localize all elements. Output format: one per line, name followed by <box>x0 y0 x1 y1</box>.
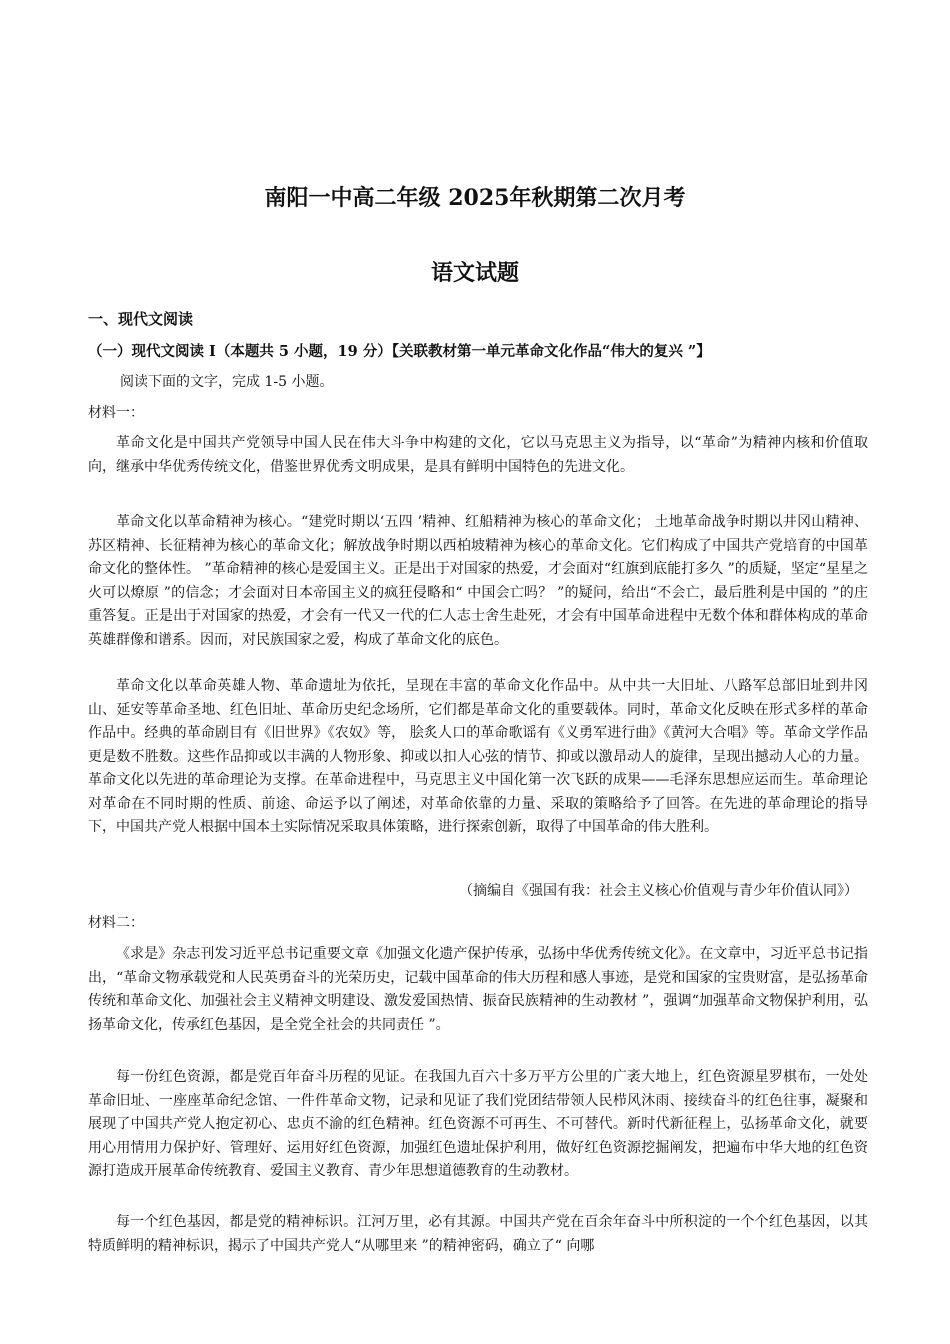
material1-paragraph-1: 革命文化是中国共产党领导中国人民在伟大斗争中构建的文化，它以马克思主义为指导，以“革命”为精神内核和价值取向，继承中华优秀传统文化，借鉴世界优秀文明成果，是具有鲜明中国特色的先进文化。 <box>88 435 868 475</box>
exam-title: 南阳一中高二年级 2025年秋期第二次月考 <box>264 185 686 211</box>
material1-source: （摘编自《强国有我：社会主义核心价值观与青少年价值认同》） <box>459 883 858 899</box>
material1-paragraph-3: 革命文化以革命英雄人物、革命遗址为依托，呈现在丰富的革命文化作品中。从中共一大旧址、八路军总部旧址到井冈山、延安等革命圣地、红色旧址、革命历史纪念场所，它们都是革命文化的重要载体。同时，革命文化反映在形式多样的革命作品中。经典的革命剧目有《旧世界》《农奴》等， 脍炙人口的革命歌谣有《义勇军进行曲》《黄河大合唱》等。革命文学作品更是数不胜数。这些作品抑或以丰满的人物形象、抑或以扣人心弦的情节、抑或以激昂动人的旋律，呈现出撼动人心的力量。革命文化以先进的革命理论为支撑。在革命进程中，马克思主义中国化第一次飞跃的成果——毛泽东思想应运而生。革命理论对革命在不同时期的性质、前途、命运予以了阐述，对革命依靠的力量、采取的策略给予了回答。在先进的革命理论的指导下，中国共产党人根据中国本土实际情况采取具体策略，进行探索创新，取得了中国革命的伟大胜利。 <box>88 678 868 835</box>
material2-paragraph-1: 《求是》杂志刊发习近平总书记重要文章《加强文化遗产保护传承，弘扬中华优秀传统文化》。在文章中，习近平总书记指出，“革命文物承载党和人民英勇奋斗的光荣历史，记载中国革命的伟大历程和感人事迹，是党和国家的宝贵财富，是弘扬革命传统和革命文化、加强社会主义精神文明建设、激发爱国热情、振奋民族精神的生动教材 ”，强调“加强革命文物保护利用，弘扬革命文化，传承红色基因，是全党全社会的共同责任 ”。 <box>88 946 868 1033</box>
section-subheading: （一）现代文阅读 I（本题共 5 小题，19 分）【关联教材第一单元革命文化作品“伟大的复兴 ”】 <box>88 343 711 360</box>
material2-label: 材料二： <box>88 915 144 931</box>
material2-paragraph-2: 每一份红色资源，都是党百年奋斗历程的见证。在我国九百六十多万平方公里的广袤大地上，红色资源星罗棋布，一处处革命旧址、一座座革命纪念馆、一件件革命文物，记录和见证了我们党团结带领人民栉风沐雨、接续奋斗的红色往事，凝聚和展现了中国共产党人抱定初心、忠贞不渝的红色精神。红色资源不可再生、不可替代。新时代新征程上，弘扬革命文化，就要用心用情用力保护好、管理好、运用好红色资源，加强红色遗址保护利用，做好红色资源挖掘阐发，把遍布中华大地的红色资源打造成开展革命传统教育、爱国主义教育、青少年思想道德教育的生动教材。 <box>88 1069 868 1179</box>
material2-paragraph-3: 每一个红色基因，都是党的精神标识。江河万里，必有其源。中国共产党在百余年奋斗中所积淀的一个个红色基因，以其特质鲜明的精神标识，揭示了中国共产党人“从哪里来 ”的精神密码，确立了“ 向哪 <box>88 1214 868 1254</box>
exam-subtitle: 语文试题 <box>430 260 519 286</box>
material1-label: 材料一： <box>88 405 144 421</box>
instruction-text: 阅读下面的文字，完成 1-5 小题。 <box>120 374 334 390</box>
material1-paragraph-2: 革命文化以革命精神为核心。“建党时期以‘五四 ’精神、红船精神为核心的革命文化； 土地革命战争时期以井冈山精神、苏区精神、长征精神为核心的革命文化；解放战争时期以西柏坡精神为核心的革命文化。它们构成了中国共产党培育的中国革命文化的整体性。 ”革命精神的核心是爱国主义。正是出于对国家的热爱，才会面对“红旗到底能打多久 ”的质疑，坚定“星星之火可以燎原 ”的信念；才会面对日本帝国主义的疯狂侵略和“ 中国会亡吗？ ”的疑问，给出“不会亡，最后胜利是中国的 ”的庄重答复。正是出于对国家的热爱，才会有一代又一代的仁人志士舍生赴死，才会有中国革命进程中无数个体和群体构成的革命英雄群像和谱系。因而，对民族国家之爱，构成了革命文化的底色。 <box>88 514 868 648</box>
section-heading: 一、现代文阅读 <box>88 310 194 328</box>
